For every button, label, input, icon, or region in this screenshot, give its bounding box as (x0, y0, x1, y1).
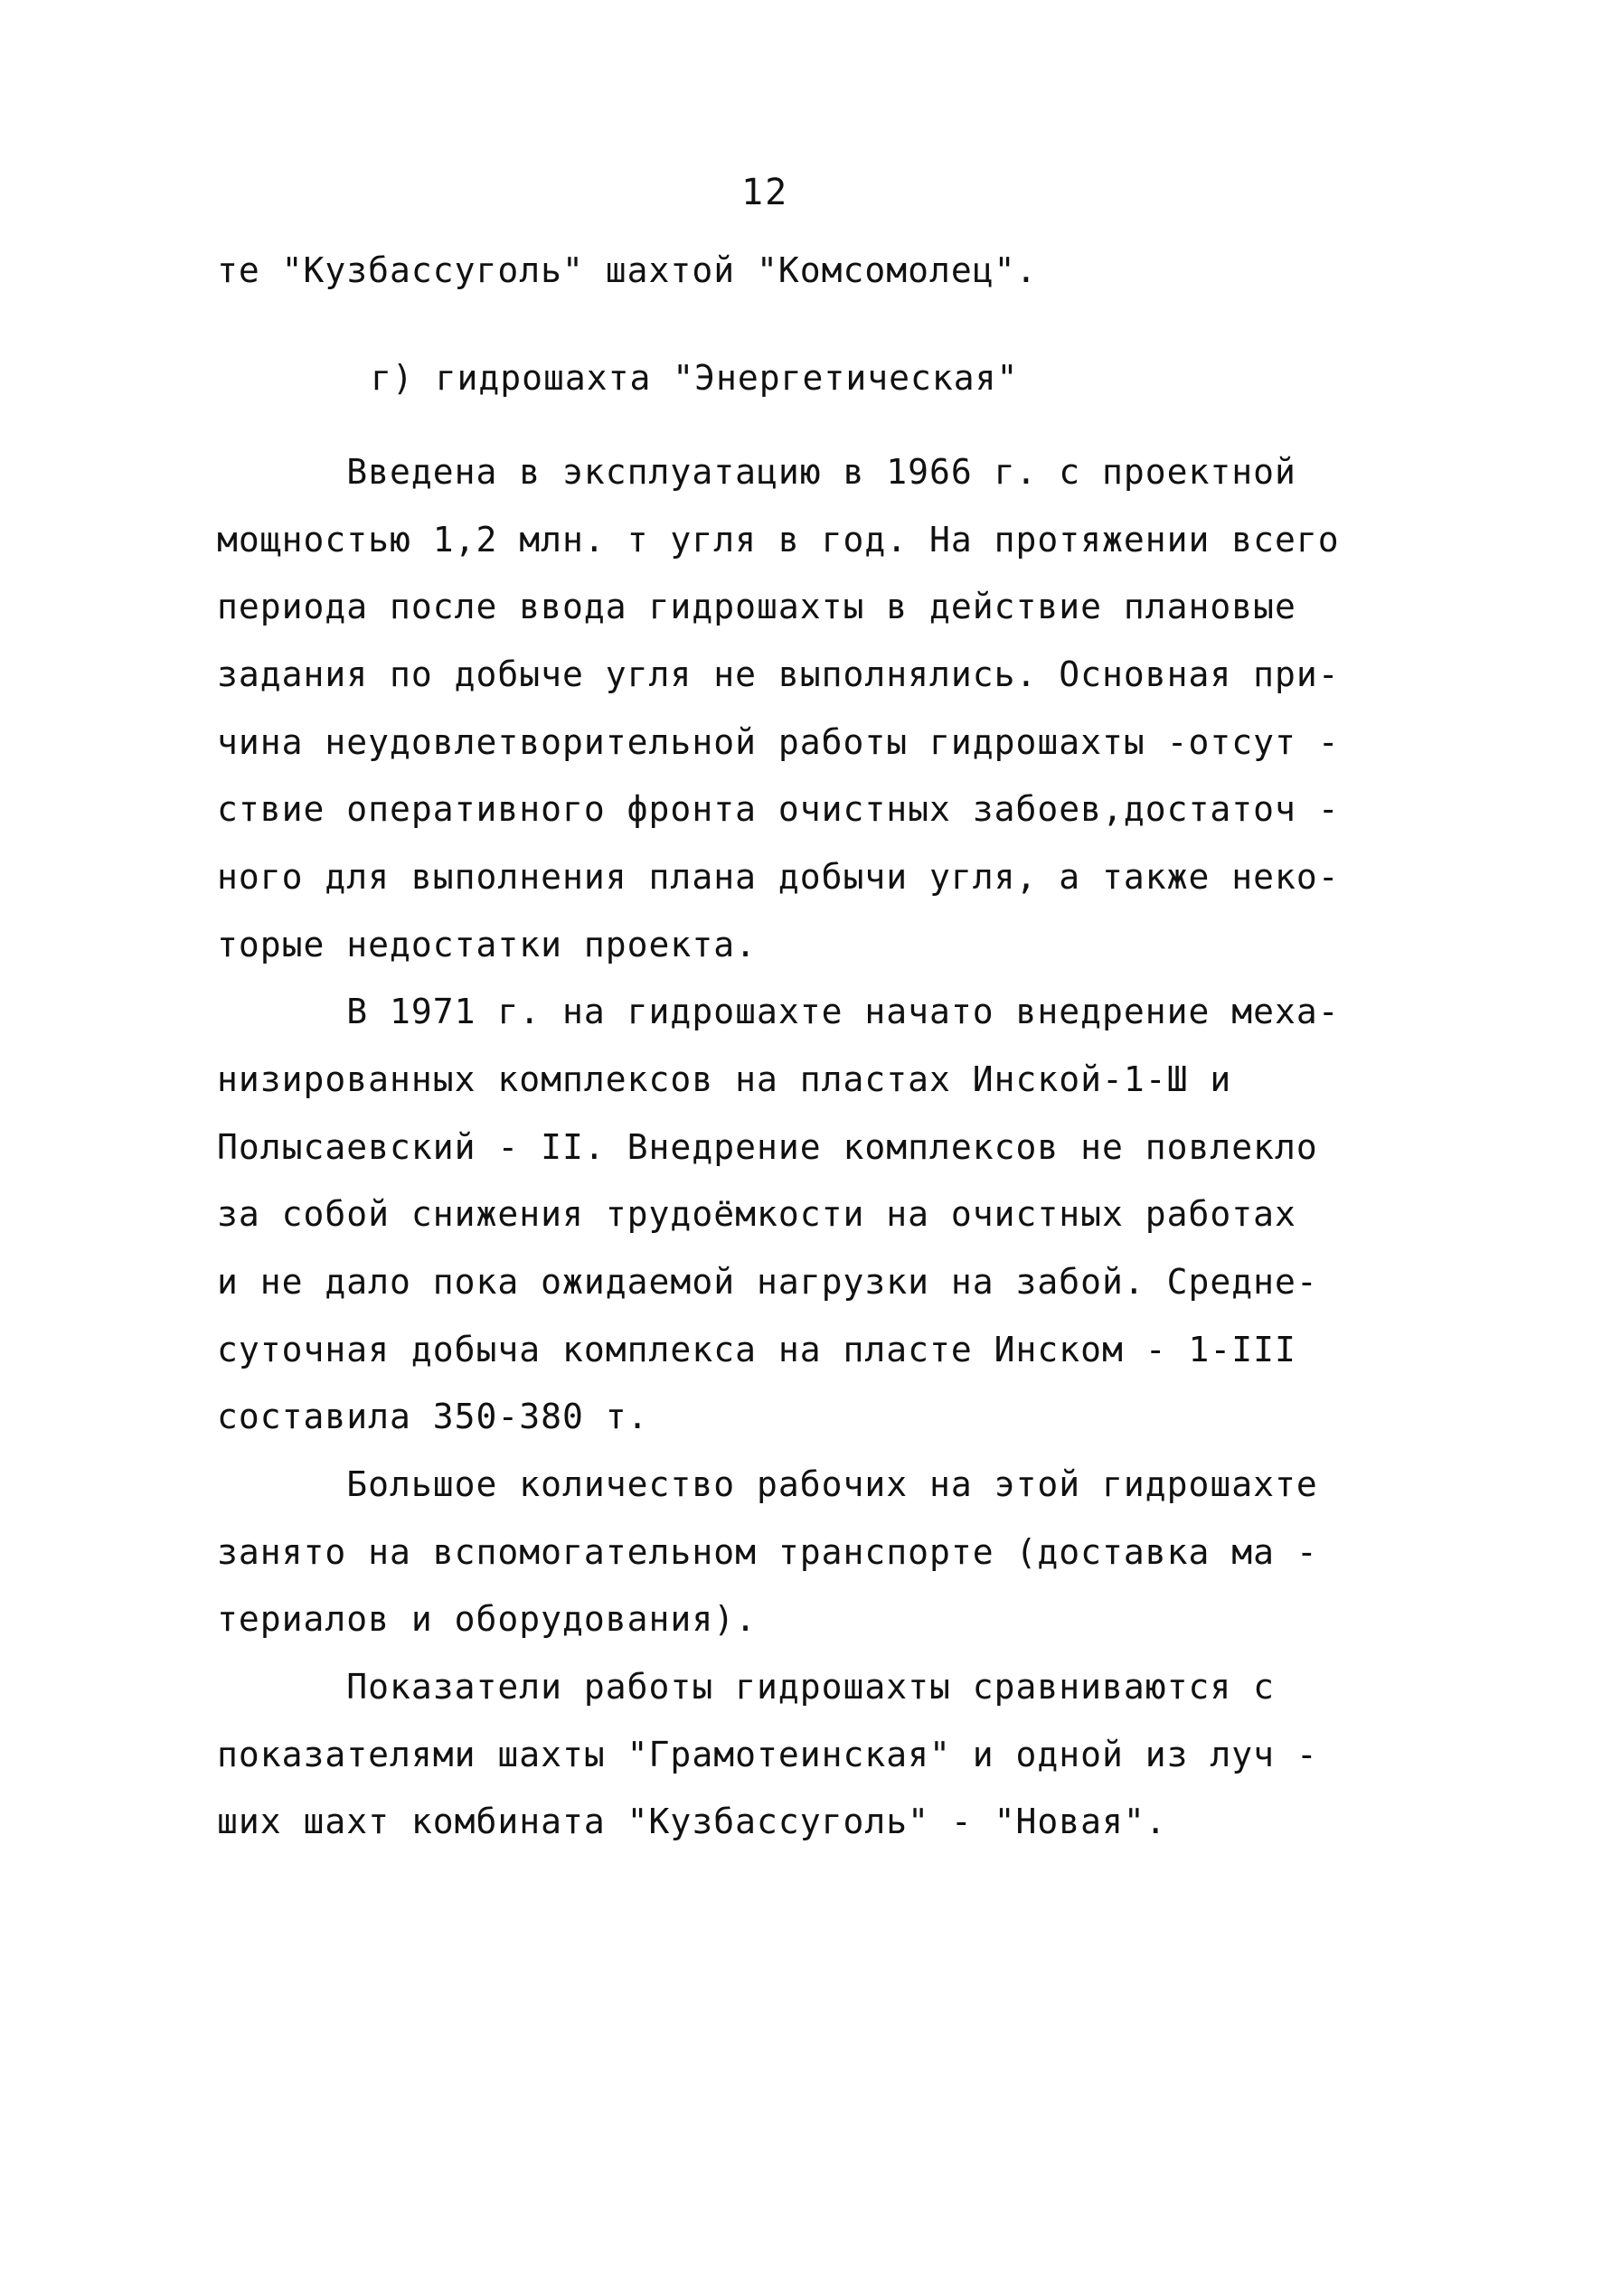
text-line: составила 350-380 т. (217, 1397, 649, 1436)
text-line: Введена в эксплуатацию в 1966 г. с проектной (217, 452, 1296, 492)
text-line: задания по добыче угля не выполнялись. Основная при- (217, 654, 1340, 694)
text-line: ших шахт комбината "Кузбассуголь" - "Новая". (217, 1802, 1167, 1841)
text-line: В 1971 г. на гидрошахте начато внедрение меха- (217, 992, 1340, 1031)
text-line: торые недостатки проекта. (217, 925, 757, 965)
intro-line: те "Кузбассуголь" шахтой "Комсомолец". (217, 250, 1038, 290)
text-line: суточная добыча комплекса на пласте Инском - 1-III (217, 1330, 1296, 1369)
text-line: Полысаевский - II. Внедрение комплексов не повлекло (217, 1127, 1318, 1167)
text-line: ствие оперативного фронта очистных забоев,достаточ - (217, 789, 1340, 829)
text-line: Большое количество рабочих на этой гидрошахте (217, 1464, 1318, 1504)
text-line: низированных комплексов на пластах Инской-1-Ш и (217, 1059, 1232, 1099)
text-line: мощностью 1,2 млн. т угля в год. На протяжении всего (217, 520, 1340, 560)
text-line: чина неудовлетворительной работы гидрошахты -отсут - (217, 722, 1340, 762)
text-line: ного для выполнения плана добычи угля, а также неко- (217, 857, 1340, 897)
text-line: Показатели работы гидрошахты сравниваются с (217, 1667, 1276, 1707)
text-line: периода после ввода гидрошахты в действие плановые (217, 587, 1296, 626)
text-line: занято на вспомогательном транспорте (доставка ма - (217, 1532, 1318, 1572)
text-line: за собой снижения трудоёмкости на очистных работах (217, 1194, 1296, 1234)
text-line: показателями шахты "Грамотеинская" и одной из луч - (217, 1735, 1318, 1774)
section-heading: г) гидрошахта "Энергетическая" (371, 358, 1019, 398)
text-line: и не дало пока ожидаемой нагрузки на забой. Средне- (217, 1262, 1318, 1302)
text-line: териалов и оборудования). (217, 1599, 757, 1639)
page-number: 12 (741, 172, 789, 213)
